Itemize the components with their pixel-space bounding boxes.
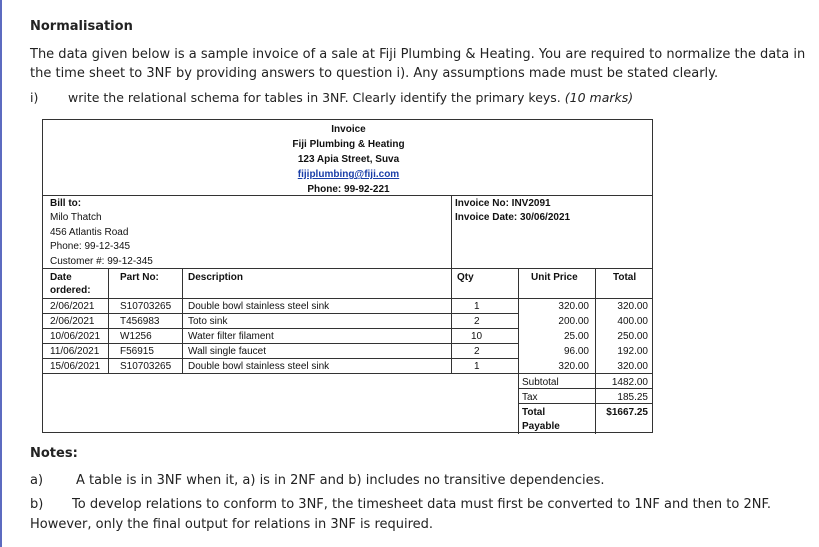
- divider: [43, 358, 518, 359]
- col-part: Part No:: [120, 272, 159, 283]
- row-desc: Double bowl stainless steel sink: [188, 361, 330, 372]
- row-total: 400.00: [617, 316, 648, 327]
- question-marks: (10 marks): [564, 90, 634, 105]
- row-unit: 96.00: [563, 346, 589, 357]
- tax-value: 185.25: [617, 392, 648, 403]
- divider: [451, 195, 452, 373]
- total-label: Total: [522, 407, 546, 418]
- row-desc: Water filter filament: [188, 331, 274, 342]
- divider: [43, 373, 652, 374]
- row-date: 11/06/2021: [50, 346, 100, 357]
- row-unit: 320.00: [558, 301, 589, 312]
- customer-name: Milo Thatch: [50, 212, 102, 223]
- subtotal-value: 1482.00: [611, 377, 648, 388]
- question-label: i): [30, 90, 39, 105]
- divider: [108, 268, 109, 373]
- note-b-text: To develop relations to conform to 3NF, the timesheet data must first be converted to 1NF and then to 2NF.: [72, 497, 771, 512]
- row-unit: 320.00: [558, 361, 589, 372]
- invoice-title: Invoice: [331, 124, 366, 135]
- row-total: 192.00: [617, 346, 648, 357]
- row-total: 320.00: [617, 301, 648, 312]
- divider: [43, 328, 518, 329]
- row-desc: Toto sink: [188, 316, 228, 327]
- divider: [518, 268, 519, 434]
- left-border: [0, 0, 2, 547]
- col-date: Date: [50, 272, 72, 283]
- customer-number: Customer #: 99-12-345: [50, 256, 153, 267]
- notes-heading: Notes:: [30, 446, 78, 461]
- company-name: Fiji Plumbing & Heating: [292, 139, 405, 150]
- row-qty: 10: [471, 331, 483, 342]
- divider: [43, 195, 652, 196]
- col-unit-price: Unit Price: [531, 272, 578, 283]
- col-total: Total: [613, 272, 637, 283]
- invoice-number: Invoice No: INV2091: [455, 198, 551, 209]
- note-a-label: a): [30, 473, 44, 488]
- row-unit: 200.00: [558, 316, 589, 327]
- row-qty: 1: [474, 361, 480, 372]
- question-body: write the relational schema for tables in 3NF. Clearly identify the primary keys.: [68, 90, 561, 105]
- row-total: 320.00: [617, 361, 648, 372]
- divider: [43, 298, 652, 299]
- row-date: 2/06/2021: [50, 301, 95, 312]
- bill-to-label: Bill to:: [50, 198, 82, 209]
- row-part: S10703265: [120, 301, 172, 312]
- divider: [595, 268, 596, 434]
- payable-label: Payable: [522, 421, 560, 432]
- intro-paragraph: The data given below is a sample invoice of a sale at Fiji Plumbing & Heating. You are required to normalize the data in the time sheet to 3NF by providing answers to question i). Any assumptions made must be stated clearly.: [30, 47, 806, 81]
- note-b-continuation: However, only the final output for relations in 3NF is required.: [30, 517, 434, 532]
- row-date: 2/06/2021: [50, 316, 95, 327]
- col-qty: Qty: [457, 272, 474, 283]
- row-part: F56915: [120, 346, 154, 357]
- row-desc: Wall single faucet: [188, 346, 266, 357]
- invoice-date: Invoice Date: 30/06/2021: [455, 212, 571, 223]
- col-date-ordered: ordered:: [50, 285, 91, 296]
- row-unit: 25.00: [563, 331, 589, 342]
- tax-label: Tax: [522, 392, 538, 403]
- customer-address: 456 Atlantis Road: [50, 227, 129, 238]
- divider: [43, 343, 518, 344]
- row-part: W1256: [120, 331, 152, 342]
- row-date: 15/06/2021: [50, 361, 101, 372]
- row-qty: 1: [474, 301, 480, 312]
- company-address: 123 Apia Street, Suva: [297, 154, 400, 165]
- row-desc: Double bowl stainless steel sink: [188, 301, 330, 312]
- subtotal-label: Subtotal: [522, 377, 559, 388]
- divider: [43, 313, 518, 314]
- total-payable-value: $1667.25: [606, 407, 648, 418]
- customer-phone: Phone: 99-12-345: [50, 241, 131, 252]
- company-phone: Phone: 99-92-221: [307, 184, 390, 195]
- divider: [43, 268, 652, 269]
- note-b-label: b): [30, 497, 44, 512]
- row-part: S10703265: [120, 361, 172, 372]
- row-date: 10/06/2021: [50, 331, 101, 342]
- invoice-table: [42, 119, 653, 433]
- row-qty: 2: [474, 346, 480, 357]
- divider: [182, 268, 183, 373]
- question-text: [68, 90, 633, 105]
- col-desc: Description: [188, 272, 244, 283]
- note-a-text: A table is in 3NF when it, a) is in 2NF and b) includes no transitive dependencies.: [76, 473, 605, 488]
- row-total: 250.00: [617, 331, 648, 342]
- page-title: Normalisation: [30, 19, 133, 34]
- row-qty: 2: [474, 316, 480, 327]
- row-part: T456983: [120, 316, 160, 327]
- company-email[interactable]: fijiplumbing@fiji.com: [297, 169, 400, 180]
